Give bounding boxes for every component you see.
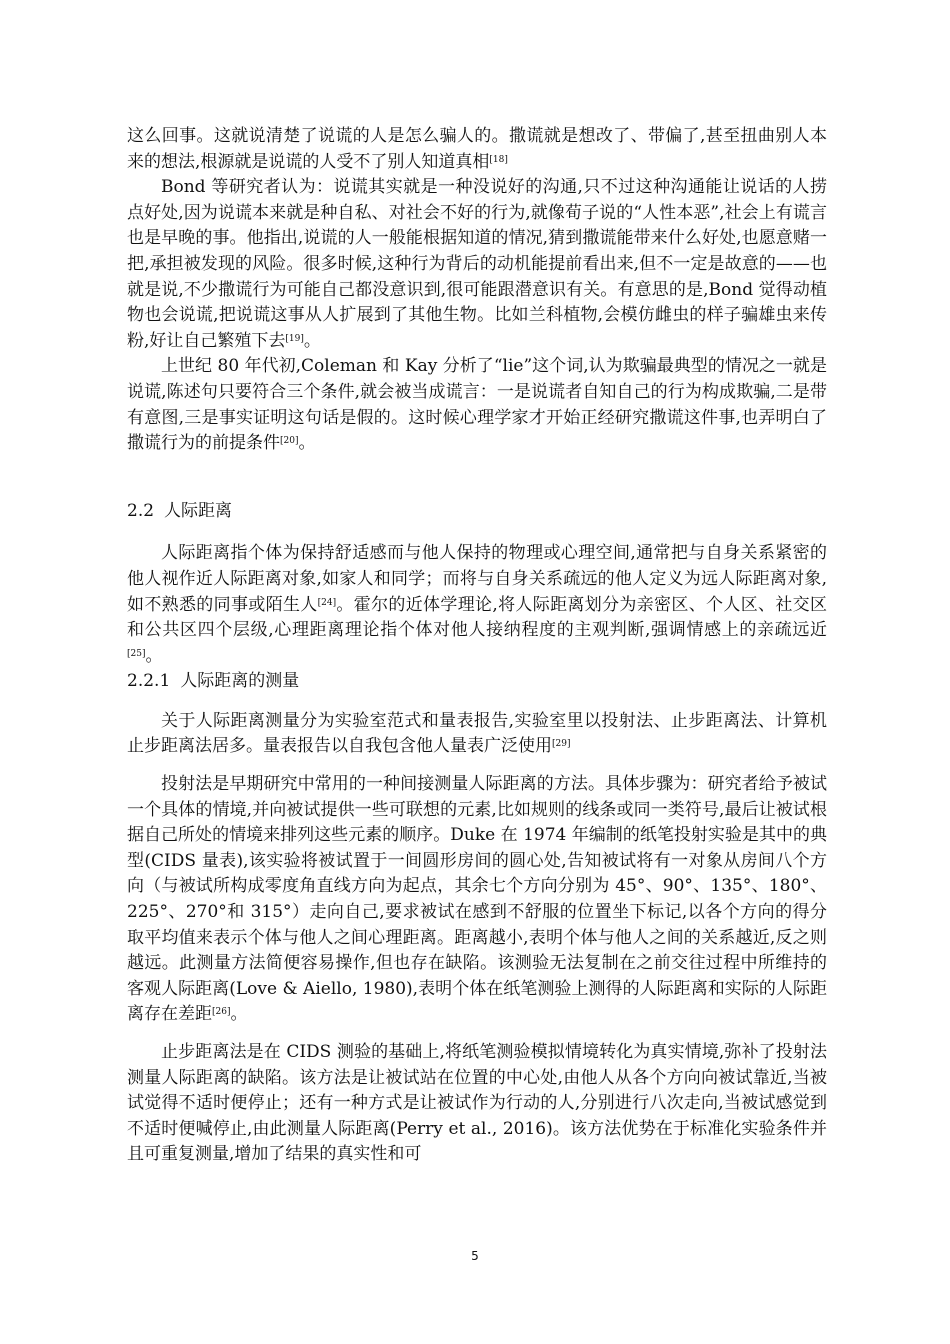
page-number: 5 xyxy=(471,1249,479,1263)
subsection-heading-2-2-1: 2.2.1 人际距离的测量 xyxy=(127,671,300,692)
paragraph-6: 投射法是早期研究中常用的一种间接测量人际距离的方法。具体步骤为：研究者给予被试一个具体的情境,并向被试提供一些可联想的元素,比如规则的线条或同一类符号,最后让被试根据自己所处的情境来排列这些元素的顺序。Duke 在 1974 年编制的纸笔投射实验是其中的典型(CIDS 量表),该实验将被试置于一间圆形房间的圆心处,告知被试将有一对象从房间八个方向（与被试所构成零度角直线方向为起点，其余七个方向分别为 45°、90°、135°、180°、225°、270°和 315°）走向自己,要求被试在感到不舒服的位置坐下标记,以各个方向的得分取平均值来表示个体与他人之间心理距离。距离越小,表明个体与他人之间的关系越近,反之则越远。此测量方法简便容易操作,但也存在缺陷。该测验无法复制在之前交往过程中所维持的客观人际距离(Love & Aiello, 1980),表明个体在纸笔测验上测得的人际距离和实际的人际距离存在差距[26]。 xyxy=(127,774,827,1025)
paragraph-1: 这么回事。这就说清楚了说谎的人是怎么骗人的。撒谎就是想改了、带偏了,甚至扭曲别人本来的想法,根源就是说谎的人受不了别人知道真相[18] xyxy=(127,126,827,172)
section-heading-2-2: 2.2 人际距离 xyxy=(127,500,233,521)
citation: [24] xyxy=(317,597,337,608)
paragraph-3: 上世纪 80 年代初,Coleman 和 Kay 分析了“lie”这个词,认为欺骗最典型的情况之一就是说谎,陈述句只要符合三个条件,就会被当成谎言：一是说谎者自知自己的行为构成欺骗,二是带有意图,三是事实证明这句话是假的。这时候心理学家才开始正经研究撒谎这件事,也弄明白了撒谎行为的前提条件[20]。 xyxy=(127,356,827,454)
paragraph-5: 关于人际距离测量分为实验室范式和量表报告,实验室里以投射法、止步距离法、计算机止步距离法居多。量表报告以自我包含他人量表广泛使用[29] xyxy=(127,710,827,757)
citation: [26] xyxy=(212,1007,231,1018)
paragraph-7: 止步距离法是在 CIDS 测验的基础上,将纸笔测验模拟情境转化为真实情境,弥补了投射法测量人际距离的缺陷。该方法是让被试站在位置的中心处,由他人从各个方向向被试靠近,当被试觉得不适时便停止；还有一种方式是让被试作为行动的人,分别进行八次走向,当被试感觉到不适时便喊停止,由此测量人际距离(Perry et al., 2016)。该方法优势在于标准化实验条件并且可重复测量,增加了结果的真实性和可 xyxy=(127,1042,827,1165)
document-body xyxy=(127,124,827,1168)
paragraph-4: 人际距离指个体为保持舒适感而与他人保持的物理或心理空间,通常把与自身关系紧密的他人视作近人际距离对象,如家人和同学；而将与自身关系疏远的他人定义为远人际距离对象,如不熟悉的同事或陌生人[24]。霍尔的近体学理论,将人际距离划分为亲密区、个人区、社交区和公共区四个层级,心理距离理论指个体对他人接纳程度的主观判断,强调情感上的亲疏远近[25]。 xyxy=(127,543,828,666)
paragraph-2: Bond 等研究者认为：说谎其实就是一种没说好的沟通,只不过这种沟通能让说话的人捞点好处,因为说谎本来就是种自私、对社会不好的行为,就像荀子说的“人性本恶”,社会上有谎言也是早晚的事。他指出,说谎的人一般能根据知道的情况,猜到撒谎能带来什么好处,也愿意赌一把,承担被发现的风险。很多时候,这种行为背后的动机能提前看出来,但不一定是故意的——也就是说,不少撒谎行为可能自己都没意识到,很可能跟潜意识有关。有意思的是,Bond 觉得动植物也会说谎,把说谎这事从人扩展到了其他生物。比如兰科植物,会模仿雌虫的样子骗雄虫来传粉,好让自己繁殖下去[19]。 xyxy=(127,177,827,351)
citation: [25] xyxy=(127,648,146,659)
citation: [19] xyxy=(285,333,304,344)
citation: [18] xyxy=(489,154,508,165)
citation: [29] xyxy=(552,739,571,750)
citation: [20] xyxy=(280,436,299,447)
